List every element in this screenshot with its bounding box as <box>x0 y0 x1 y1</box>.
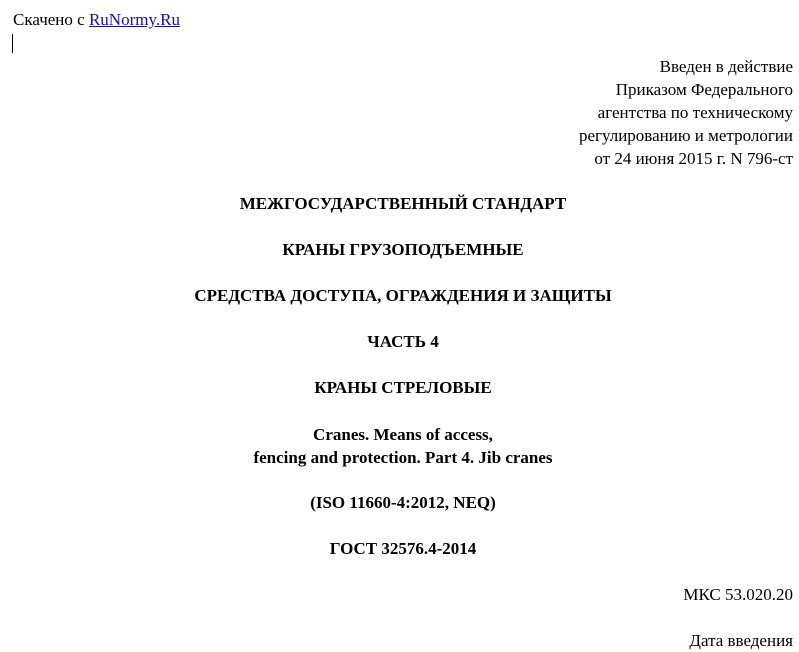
source-line <box>13 8 180 31</box>
intro-date-label: Дата введения <box>689 631 793 650</box>
adoption-line: от 24 июня 2015 г. N 796-ст <box>594 149 793 168</box>
adoption-line: Введен в действие <box>659 57 793 76</box>
adoption-line: регулированию и метрологии <box>578 126 793 145</box>
source-link[interactable]: RuNormy.Ru <box>88 10 180 29</box>
standard-title-main: КРАНЫ ГРУЗОПОДЪЕМНЫЕ <box>282 240 524 259</box>
source-prefix: Скачено с <box>13 10 85 29</box>
text-caret <box>12 34 13 53</box>
standard-type-heading: МЕЖГОСУДАРСТВЕННЫЙ СТАНДАРТ <box>239 194 567 213</box>
english-title-line-1: Cranes. Means of access, <box>313 425 493 444</box>
standard-designation: ГОСТ 32576.4-2014 <box>329 539 477 558</box>
mks-classification: МКС 53.020.20 <box>683 585 793 604</box>
standard-title-sub: СРЕДСТВА ДОСТУПА, ОГРАЖДЕНИЯ И ЗАЩИТЫ <box>194 286 612 305</box>
standard-part-title: КРАНЫ СТРЕЛОВЫЕ <box>314 378 492 397</box>
adoption-block <box>579 55 793 170</box>
standard-part: ЧАСТЬ 4 <box>367 332 439 351</box>
english-title-line-2: fencing and protection. Part 4. Jib cranes <box>253 448 553 467</box>
iso-reference: (ISO 11660-4:2012, NEQ) <box>310 493 496 512</box>
adoption-line: Приказом Федерального <box>615 80 793 99</box>
adoption-line: агентства по техническому <box>597 103 793 122</box>
